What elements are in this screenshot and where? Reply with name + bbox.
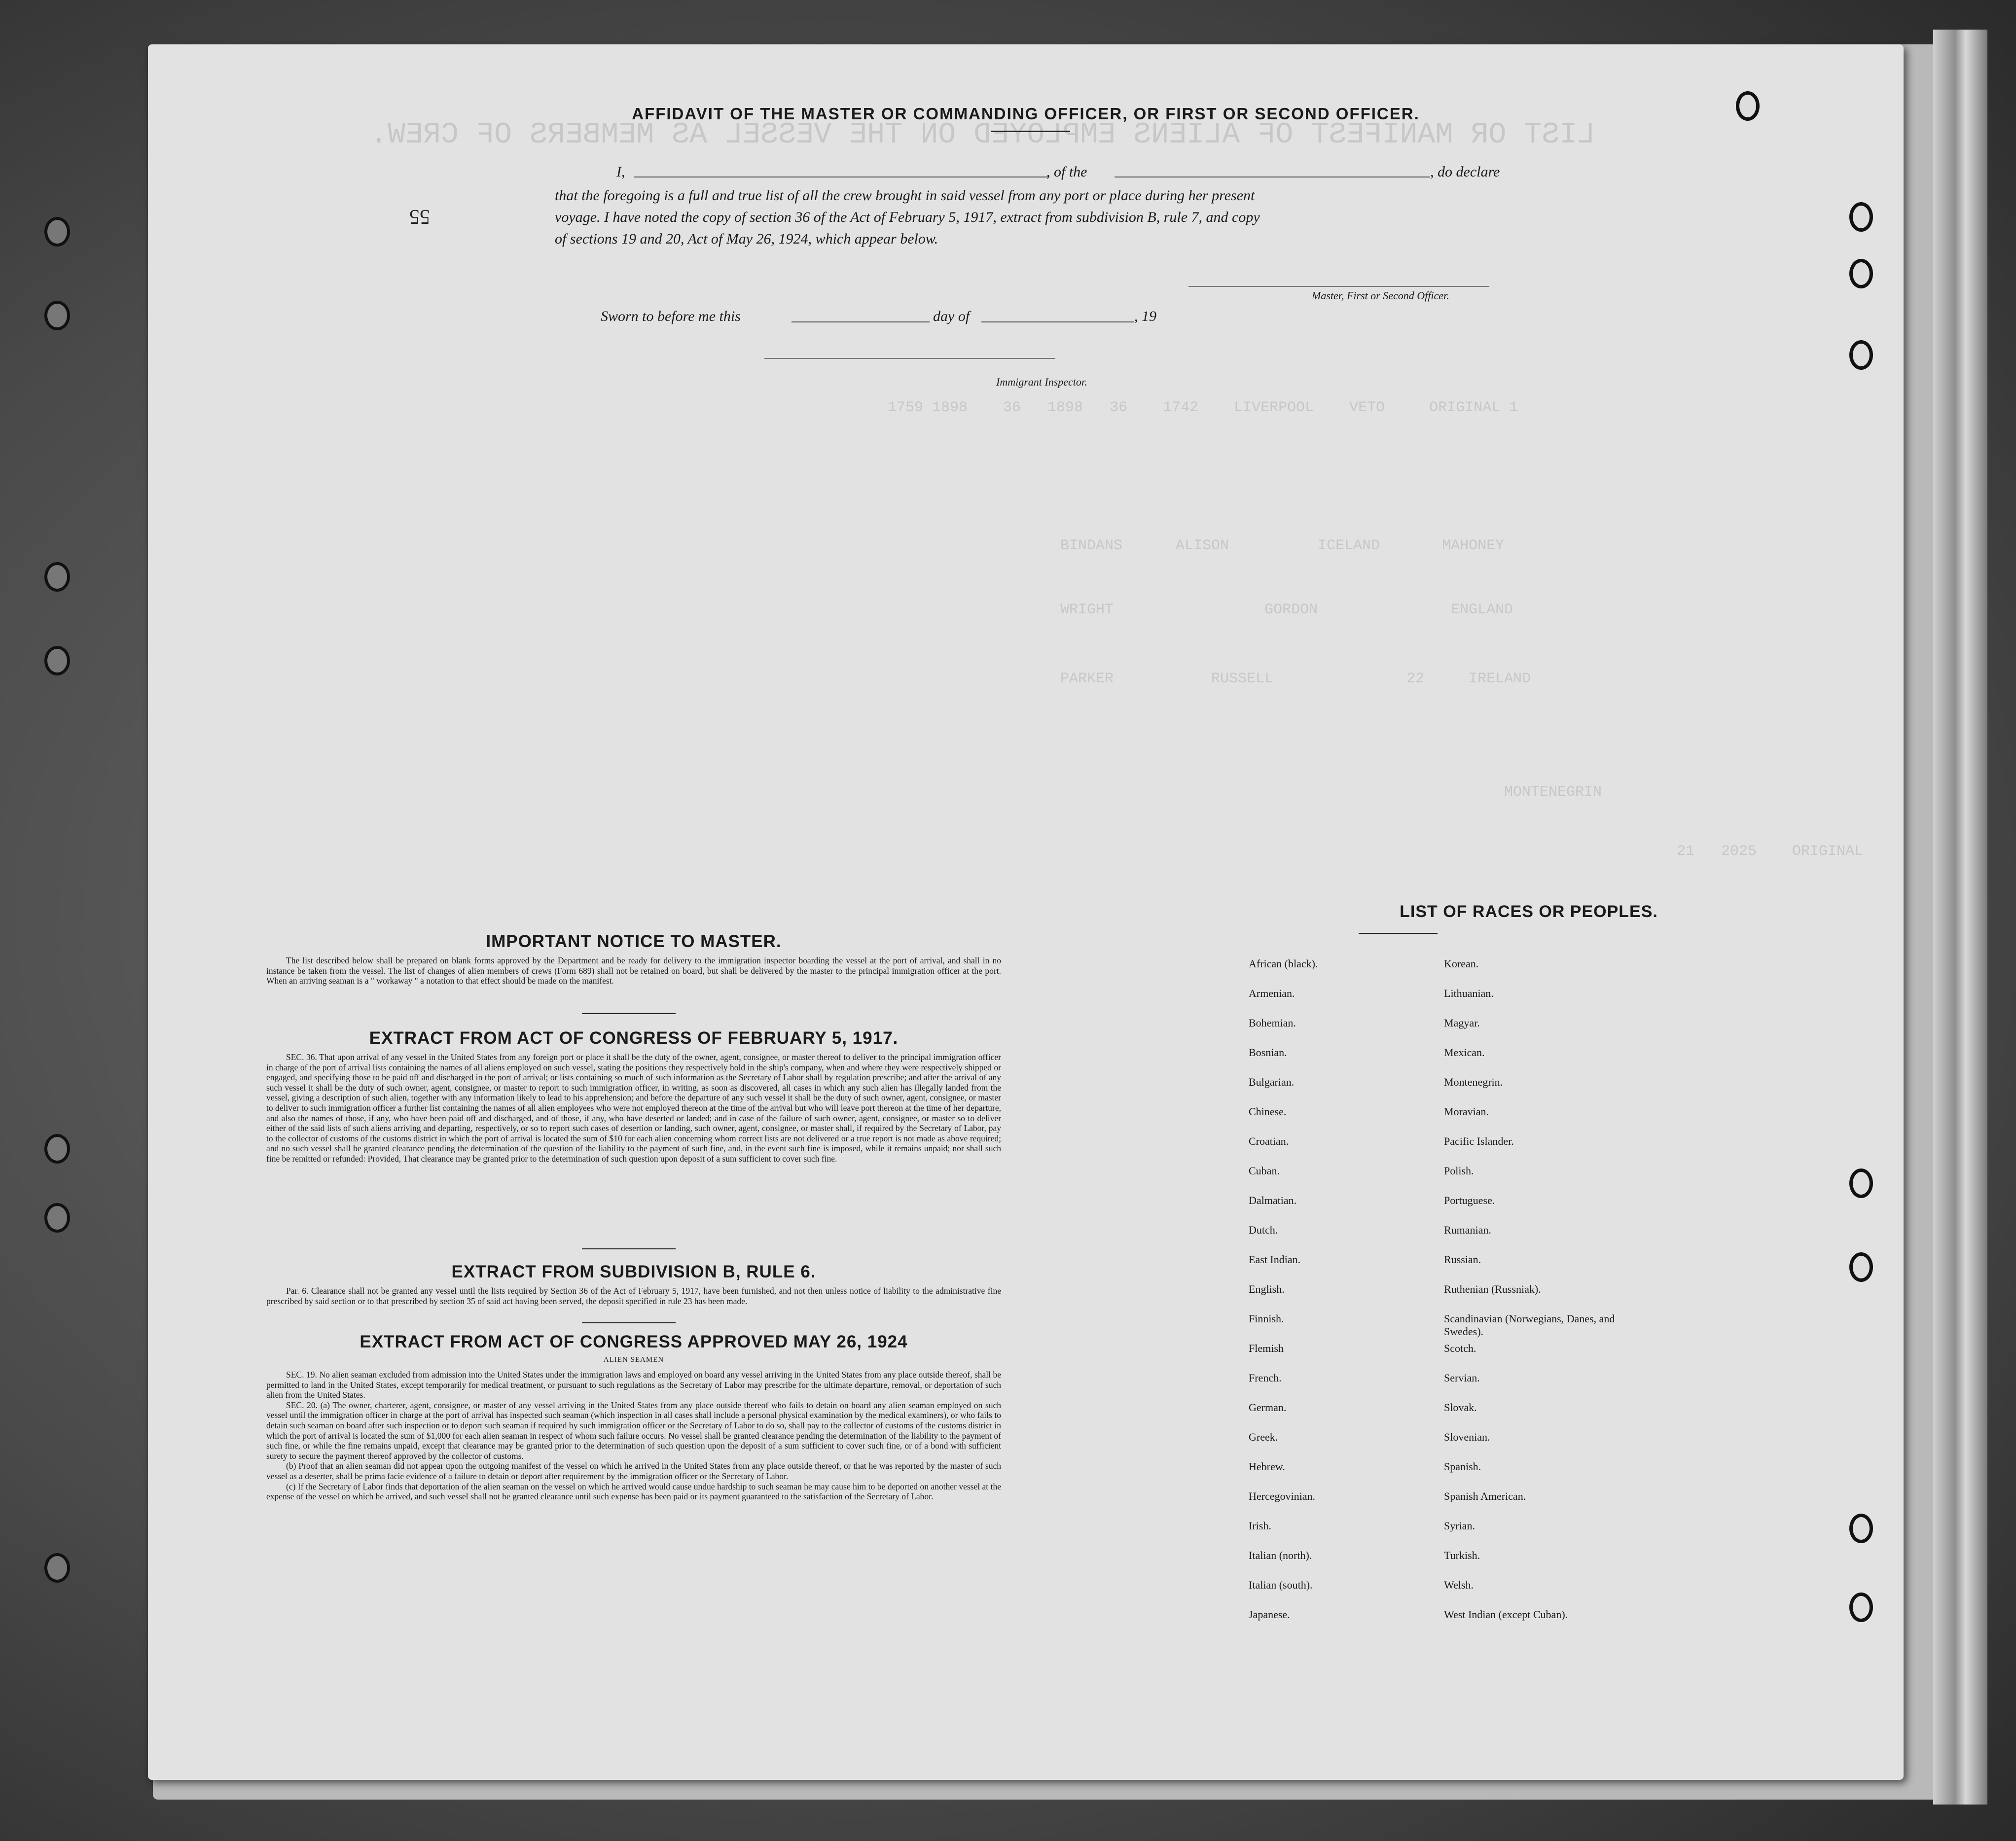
binder-ring	[44, 1203, 70, 1233]
race-item: Flemish	[1249, 1342, 1284, 1354]
punch-hole	[1849, 340, 1873, 370]
race-item: Portuguese.	[1444, 1194, 1495, 1206]
extract-1917-rule	[582, 1248, 676, 1249]
race-item: Lithuanian.	[1444, 987, 1494, 999]
races-rule	[1359, 933, 1438, 934]
race-item: Chinese.	[1249, 1105, 1287, 1118]
binder-ring	[44, 646, 70, 675]
race-item: German.	[1249, 1401, 1287, 1414]
extract-1924-subtitle: ALIEN SEAMEN	[603, 1356, 664, 1364]
race-item: Turkish.	[1444, 1549, 1480, 1561]
race-item: Irish.	[1249, 1520, 1271, 1532]
officer-signature-field[interactable]	[1188, 286, 1489, 287]
do-declare-label: , do declare	[1430, 164, 1500, 180]
race-item: East Indian.	[1249, 1253, 1301, 1266]
notice-text: The list described below shall be prepared on blank forms approved by the Department and be ready for delivery to the immigration inspector boarding the vessel at the port of arrival, and shall in no instance be taken from the vessel. The list of changes of alien members of crews (Form 689) shall not be retained on board, but shall be delivered by the master to the principal immigration officer at the port. When an arriving seaman is a " workaway " a notation to that effect should be made on the manifest.	[266, 956, 1001, 986]
punch-hole	[1736, 91, 1760, 121]
race-item: Montenegrin.	[1444, 1076, 1503, 1088]
bleed-through-text: 1759 1898 36 1898 36 1742 LIVERPOOL VETO ORIGINAL 1	[888, 399, 1518, 416]
binder-ring	[44, 1134, 70, 1164]
race-item: Welsh.	[1444, 1579, 1474, 1591]
subdivision-title: EXTRACT FROM SUBDIVISION B, RULE 6.	[451, 1262, 816, 1281]
sworn-day-field[interactable]	[792, 321, 930, 322]
race-item: French.	[1249, 1372, 1282, 1384]
punch-hole	[1849, 202, 1873, 232]
manifest-page	[148, 44, 1904, 1780]
bleed-through-text: PARKER RUSSELL 22 IRELAND	[1060, 671, 1531, 687]
races-title: LIST OF RACES OR PEOPLES.	[1400, 902, 1658, 921]
binder-ring	[44, 1553, 70, 1583]
bleed-through-text: BINDANS ALISON ICELAND MAHONEY	[1060, 537, 1505, 554]
race-item: Ruthenian (Russniak).	[1444, 1283, 1541, 1295]
punch-hole	[1849, 259, 1873, 288]
race-item: Armenian.	[1249, 987, 1295, 999]
race-item: Hercegovinian.	[1249, 1490, 1315, 1502]
punch-hole	[1849, 1593, 1873, 1622]
race-item: Italian (south).	[1249, 1579, 1313, 1591]
subdivision-rule	[582, 1322, 676, 1323]
race-item: Dalmatian.	[1249, 1194, 1297, 1206]
race-item: Syrian.	[1444, 1520, 1475, 1532]
race-item: Slovak.	[1444, 1401, 1477, 1414]
race-item: Scandinavian (Norwegians, Danes, and Swedes).	[1444, 1312, 1615, 1338]
race-item: Rumanian.	[1444, 1224, 1491, 1236]
race-item: English.	[1249, 1283, 1285, 1295]
race-item: Scotch.	[1444, 1342, 1476, 1354]
punch-hole	[1849, 1514, 1873, 1543]
page-edges	[1933, 30, 1987, 1805]
race-item: Polish.	[1444, 1165, 1474, 1177]
race-item: Bosnian.	[1249, 1046, 1287, 1059]
signature-caption: Master, First or Second Officer.	[1312, 289, 1449, 302]
race-item: Moravian.	[1444, 1105, 1489, 1118]
punch-hole	[1849, 1168, 1873, 1198]
extract-1924-title: EXTRACT FROM ACT OF CONGRESS APPROVED MAY 26, 1924	[360, 1332, 908, 1351]
race-item: Croatian.	[1249, 1135, 1289, 1147]
notice-title: IMPORTANT NOTICE TO MASTER.	[486, 932, 782, 951]
of-the-label: , of the	[1046, 164, 1087, 180]
race-item: Korean.	[1444, 957, 1479, 970]
statement-line-3: of sections 19 and 20, Act of May 26, 1924, which appear below.	[555, 231, 938, 247]
sworn-month-field[interactable]	[981, 321, 1134, 322]
punch-hole	[1849, 1252, 1873, 1282]
affidavit-title: AFFIDAVIT OF THE MASTER OR COMMANDING OFFICER, OR FIRST OR SECOND OFFICER.	[632, 105, 1420, 123]
race-item: Pacific Islander.	[1444, 1135, 1514, 1147]
race-item: Servian.	[1444, 1372, 1480, 1384]
inspector-signature-field[interactable]	[764, 358, 1055, 359]
race-item: Mexican.	[1444, 1046, 1485, 1059]
year-label: , 19	[1134, 308, 1156, 324]
subdivision-text: Par. 6. Clearance shall not be granted any vessel until the lists required by Section 36 of the Act of February 5, 1917, have been furnished, and not then unless notice of liability to the administrative fine prescribed by said section or to that prescribed by section 35 of said act having been served, the deposit specified in rule 23 has been made.	[266, 1286, 1001, 1306]
inspector-caption: Immigrant Inspector.	[996, 376, 1087, 388]
race-item: Russian.	[1444, 1253, 1481, 1266]
race-item: Spanish American.	[1444, 1490, 1526, 1502]
race-item: West Indian (except Cuban).	[1444, 1608, 1568, 1621]
race-item: Greek.	[1249, 1431, 1278, 1443]
race-item: Japanese.	[1249, 1608, 1290, 1621]
binder-ring	[44, 562, 70, 592]
race-item: Spanish.	[1444, 1460, 1481, 1473]
race-item: African (black).	[1249, 957, 1318, 970]
bleed-through-text: MONTENEGRIN	[1504, 784, 1602, 801]
race-item: Finnish.	[1249, 1312, 1284, 1325]
title-rule	[991, 131, 1070, 132]
extract-1917-title: EXTRACT FROM ACT OF CONGRESS OF FEBRUARY 5, 1917.	[369, 1028, 899, 1048]
race-item: Italian (north).	[1249, 1549, 1312, 1561]
bleed-through-text: WRIGHT GORDON ENGLAND	[1060, 602, 1513, 618]
extract-1924-text: SEC. 19. No alien seaman excluded from admission into the United States under the immigration laws and employed on board any vessel arriving in the United States from any place outside thereof, shall be permitted to land in the United States, except temporarily for medical treatment, or pursuant to such regulations as the Secretary of Labor may prescribe for the ultimate departure, removal, or deportation of such alien from the United States. SEC. 20. (a) The owner, charterer, agent, consignee, or master of any vessel arriving in the United States from any place outside thereof who fails to detain on board any alien seaman employed on such vessel until the immigration officer in charge at the port of arrival has inspected such seaman (which inspection in all cases shall include a personal physical examination by the medical examiners), or who fails to detain such seaman on board after such inspection or to deport such seaman if required by such immigration officer or the Secretary of Labor to do so, shall pay to the collector of customs of the customs district in which the port of arrival is located the sum of $1,000 for each alien seaman in respect of whom such failure occurs. No vessel shall be granted clearance pending the determination of the liability to the payment of such fine, or while the fine remains unpaid, except that clearance may be granted prior to the determination of such question upon the deposit of a sum sufficient to cover such fine, or of a bond with sufficient surety to secure the payment thereof approved by the collector of customs. (b) Proof that an alien seaman did not appear upon the outgoing manifest of the vessel on which he arrived in the United States from any place outside thereof, or that he was reported by the master of such vessel as a deserter, shall be prima facie evidence of a failure to detain or deport after requirement by the immigration officer or the Secretary of Labor. (c) If the Secretary of Labor finds that deportation of the alien seaman on the vessel on which he arrived would cause undue hardship to such seaman he may cause him to be deported on another vessel at the expense of the vessel on which he arrived, and such vessel shall not be granted clearance until such expense has been paid or its payment guaranteed to the satisfaction of the Secretary of Labor.	[266, 1370, 1001, 1502]
side-number: 55	[409, 205, 430, 228]
race-item: Bohemian.	[1249, 1017, 1296, 1029]
race-item: Cuban.	[1249, 1165, 1280, 1177]
race-item: Hebrew.	[1249, 1460, 1285, 1473]
sworn-label: Sworn to before me this	[601, 308, 741, 324]
extract-1917-text: SEC. 36. That upon arrival of any vessel in the United States from any foreign port or place it shall be the duty of the owner, agent, consignee, or master thereof to deliver to the principal immigration officer in charge of the port of arrival lists containing the names of all aliens employed on such vessel, stating the positions they respectively hold in the ship's company, when and where they were respectively shipped or engaged, and specifying those to be paid off and discharged in the port of arrival; or lists containing so much of such information as the Secretary of Labor shall by regulation prescribe; and after the arrival of any such vessel it shall be the duty of such owner, agent, consignee, or master to report to such immigration officer, in writing, as soon as discovered, all cases in which any such alien has illegally landed from the vessel, giving a description of such alien, together with any information likely to lead to his apprehension; and before the departure of any such vessel it shall be the duty of such owner, agent, consignee, or master to deliver to such immigration officer a further list containing the names of all alien employees who were not employed thereon at the time of the arrival but who will leave port thereon at the time of her departure, and also the names of those, if any, who have been paid off and discharged, and of those, if any, who have deserted or landed; and in case of the failure of such owner, agent, consignee, or master so to deliver either of the said lists of such aliens arriving and departing, respectively, or so to report such cases of desertion or landing, such owner, agent, consignee, or master shall, if required by the Secretary of Labor, pay to the collector of customs of the customs district in which the port of arrival is located the sum of $10 for each alien concerning whom correct lists are not delivered or a true report is not made as above required; and no such vessel shall be granted clearance pending the determination of the question of the liability to the payment of such fine, and, in the event such fine is imposed, while it remains unpaid; nor shall such fine be remitted or refunded: Provided, That clearance may be granted prior to the determination of such question upon deposit of a sum sufficient to cover such fine.	[266, 1052, 1001, 1164]
statement-line-1: that the foregoing is a full and true list of all the crew brought in said vessel from any port or place during her present	[555, 187, 1255, 204]
race-item: Dutch.	[1249, 1224, 1278, 1236]
race-item: Bulgarian.	[1249, 1076, 1295, 1088]
race-item: Magyar.	[1444, 1017, 1480, 1029]
bleed-through-text: LIST OR MANIFEST OF ALIENS EMPLOYED ON THE VESSEL AS MEMBERS OF CREW.	[370, 118, 1595, 152]
binder-ring	[44, 301, 70, 330]
i-label: I,	[616, 164, 625, 180]
statement-line-2: voyage. I have noted the copy of section 36 of the Act of February 5, 1917, extract from subdivision B, rule 7, and copy	[555, 209, 1260, 225]
bleed-through-text: 21 2025 ORIGINAL	[1677, 843, 1864, 860]
notice-rule	[582, 1013, 676, 1014]
race-item: Slovenian.	[1444, 1431, 1490, 1443]
day-of-label: day of	[933, 308, 970, 324]
binder-ring	[44, 217, 70, 247]
